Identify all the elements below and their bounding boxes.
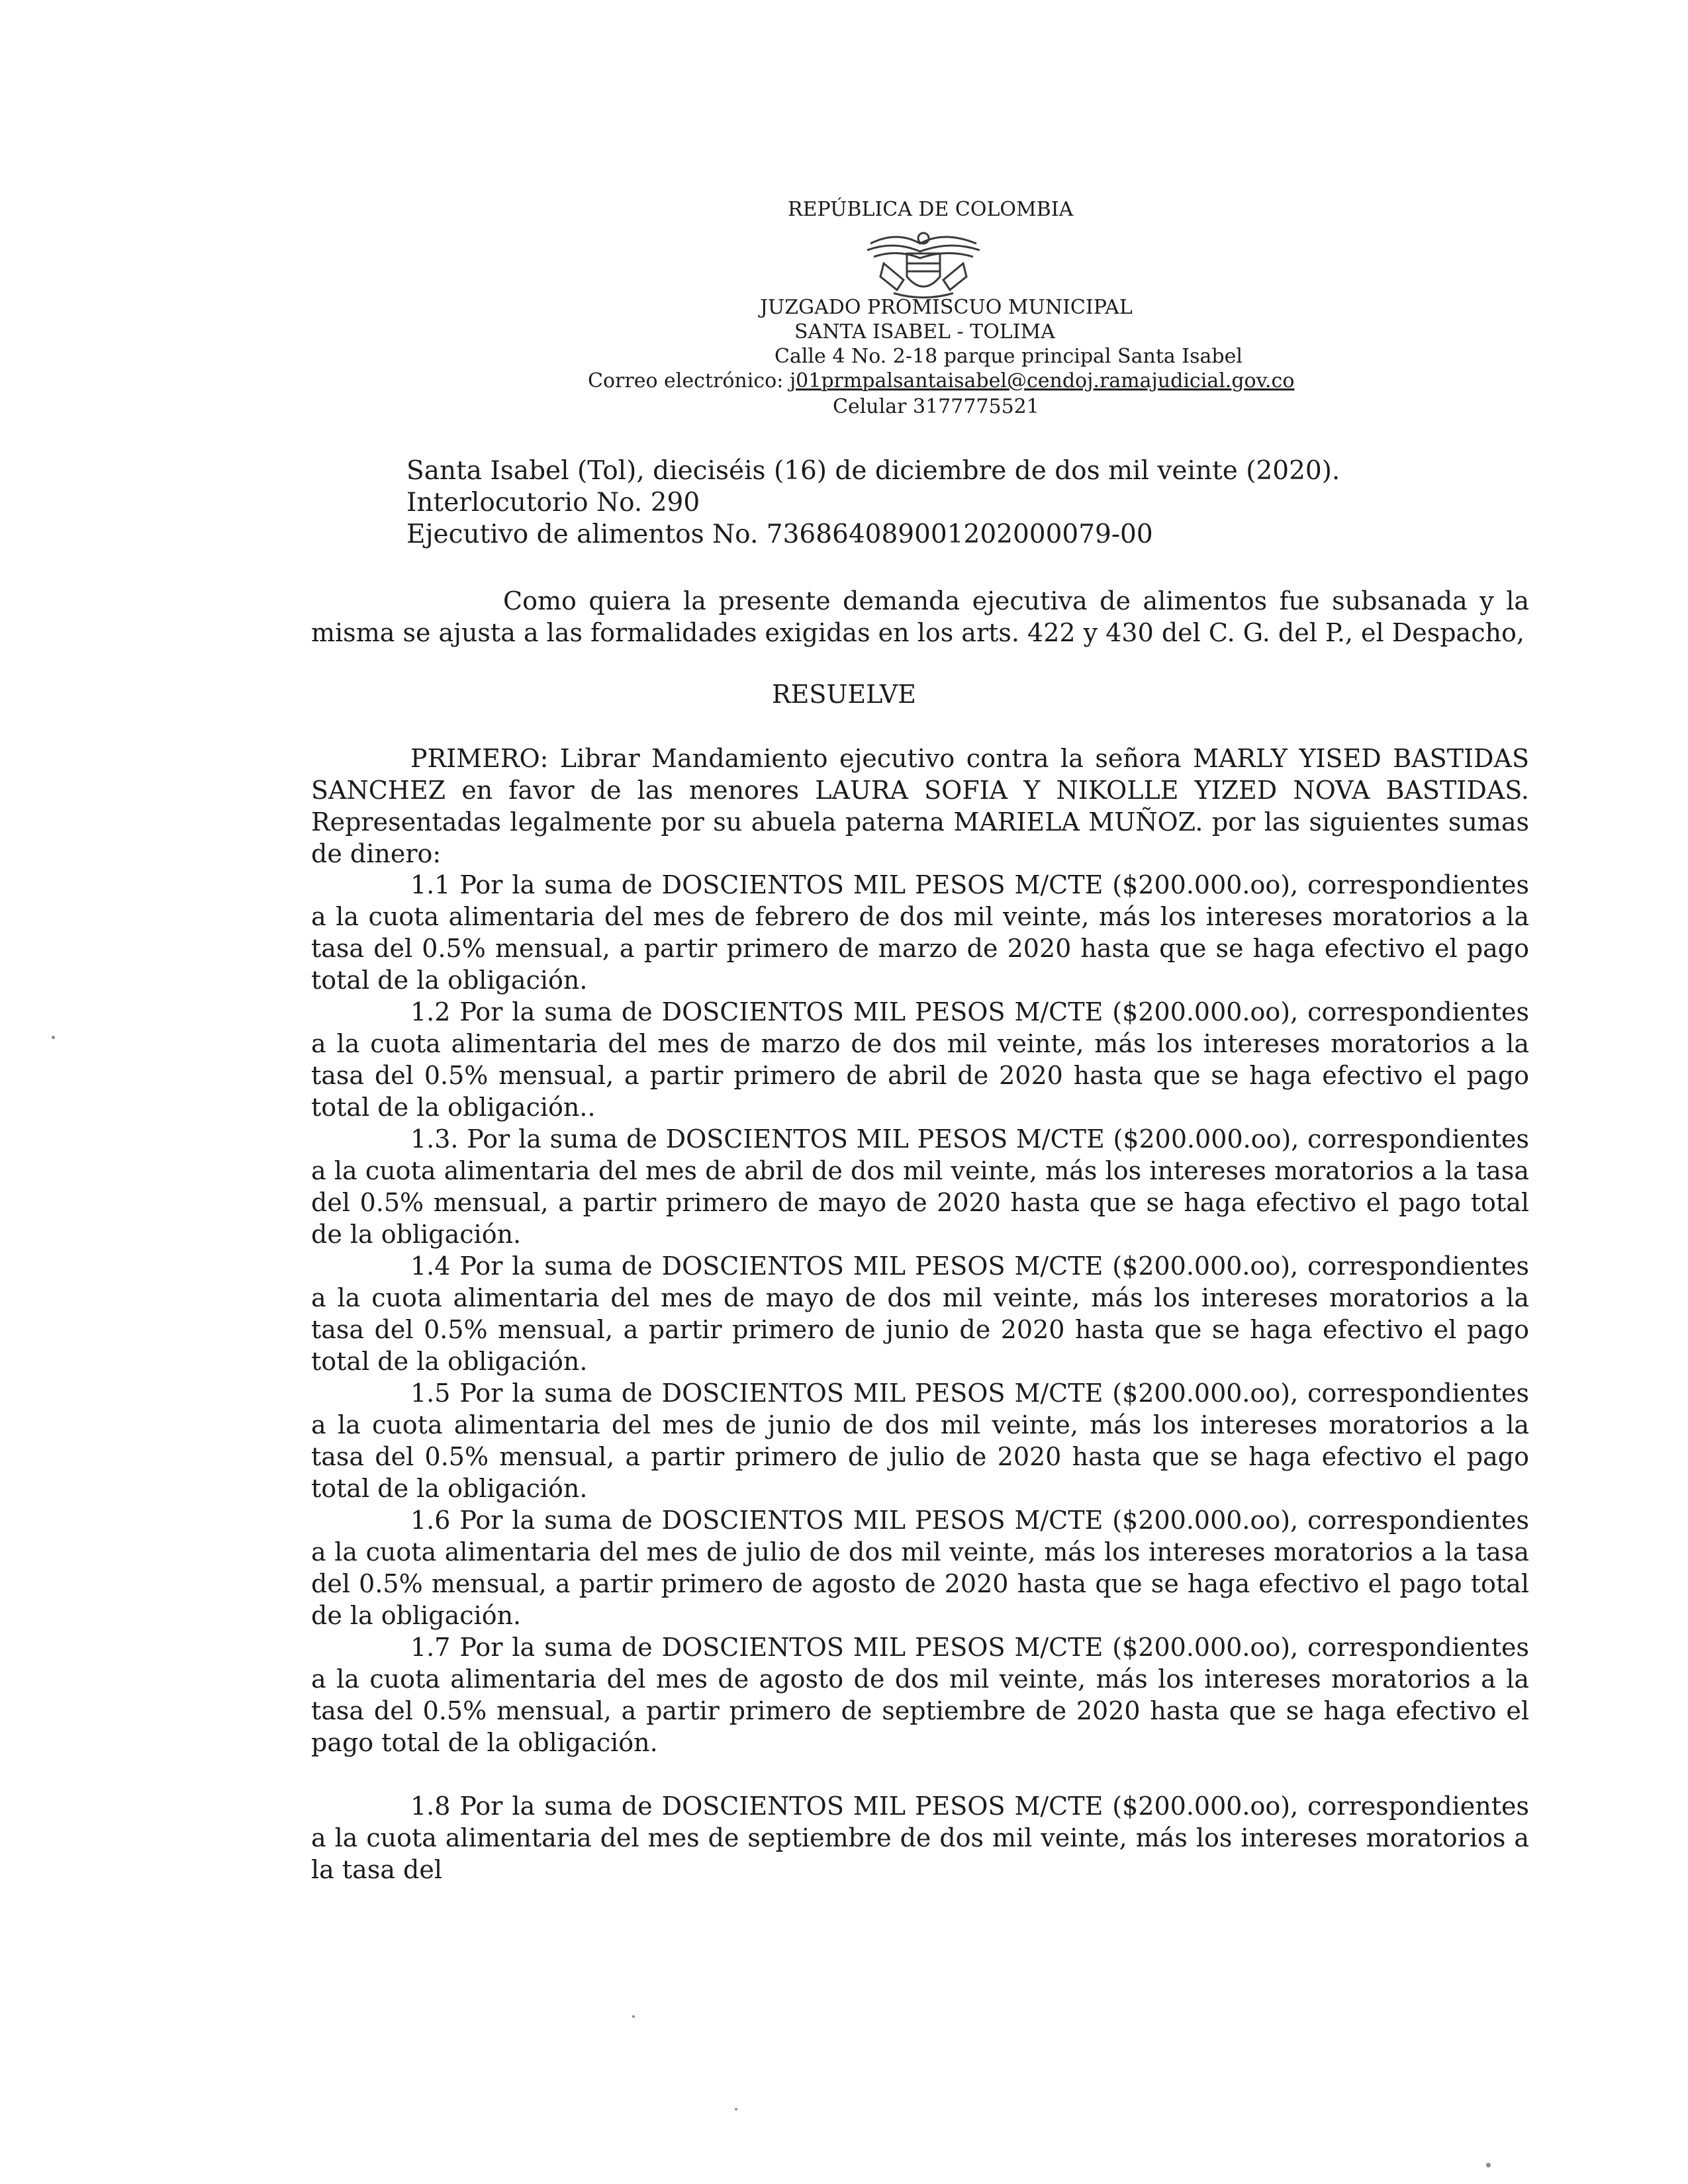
intro-text: Como quiera la presente demanda ejecutiva de alimentos fue subsanada y la misma se ajusta a las formalidades exigidas en los arts. 422 y 430 del C. G. del P., el Despacho, <box>311 586 1529 647</box>
item-1-2: 1.2 Por la suma de DOSCIENTOS MIL PESOS M/CTE ($200.000.oo), correspondientes a la cuota alimentaria del mes de marzo de dos mil veinte, más los intereses moratorios a la tasa del 0.5% mensual, a partir primero de abril de 2020 hasta que se haga efectivo el pago total de la obligación.. <box>311 997 1529 1122</box>
scan-speck <box>735 2108 737 2111</box>
scan-speck <box>1486 2163 1491 2167</box>
email-label: Correo electrónico: <box>588 369 790 392</box>
primero-paragraph <box>311 743 1529 870</box>
item-1-6: 1.6 Por la suma de DOSCIENTOS MIL PESOS M/CTE ($200.000.oo), correspondientes a la cuota alimentaria del mes de julio de dos mil veinte, más los intereses moratorios a la tasa del 0.5% mensual, a partir primero de agosto de 2020 hasta que se haga efectivo el pago total de la obligación. <box>311 1506 1529 1630</box>
header-court: JUZGADO PROMISCUO MUNICIPAL <box>760 296 1133 319</box>
scan-speck <box>52 1036 55 1039</box>
colombia-coat-of-arms-icon <box>857 224 990 302</box>
date-line: Santa Isabel (Tol), dieciséis (16) de diciembre de dos mil veinte (2020). <box>406 456 1340 486</box>
item-1-3: 1.3. Por la suma de DOSCIENTOS MIL PESOS M/CTE ($200.000.oo), correspondientes a la cuota alimentaria del mes de abril de dos mil veinte, más los intereses moratorios a la tasa del 0.5% mensual, a partir primero de mayo de 2020 hasta que se haga efectivo el pago total de la obligación. <box>311 1124 1529 1249</box>
header-country: REPÚBLICA DE COLOMBIA <box>788 198 1074 221</box>
header-address: Calle 4 No. 2-18 parque principal Santa Isabel <box>774 345 1243 368</box>
header-location: SANTA ISABEL - TOLIMA <box>794 320 1055 343</box>
case-number: Ejecutivo de alimentos No. 736864089001202000079-00 <box>406 520 1153 549</box>
item-1-8: 1.8 Por la suma de DOSCIENTOS MIL PESOS M/CTE ($200.000.oo), correspondientes a la cuota alimentaria del mes de septiembre de dos mil veinte, más los intereses moratorios a la tasa del <box>311 1792 1529 1884</box>
item-1-1: 1.1 Por la suma de DOSCIENTOS MIL PESOS M/CTE ($200.000.oo), correspondientes a la cuota alimentaria del mes de febrero de dos mil veinte, más los intereses moratorios a la tasa del 0.5% mensual, a partir primero de marzo de 2020 hasta que se haga efectivo el pago total de la obligación. <box>311 870 1529 995</box>
header-email-line <box>588 370 1294 392</box>
resolve-title: RESUELVE <box>771 680 917 709</box>
header-phone: Celular 3177775521 <box>833 395 1039 418</box>
interlocutorio-number: Interlocutorio No. 290 <box>406 488 700 518</box>
item-1-7: 1.7 Por la suma de DOSCIENTOS MIL PESOS M/CTE ($200.000.oo), correspondientes a la cuota alimentaria del mes de agosto de dos mil veinte, más los intereses moratorios a la tasa del 0.5% mensual, a partir primero de septiembre de 2020 hasta que se haga efectivo el pago total de la obligación. <box>311 1633 1529 1757</box>
item-1-5: 1.5 Por la suma de DOSCIENTOS MIL PESOS M/CTE ($200.000.oo), correspondientes a la cuota alimentaria del mes de junio de dos mil veinte, más los intereses moratorios a la tasa del 0.5% mensual, a partir primero de julio de 2020 hasta que se haga efectivo el pago total de la obligación. <box>311 1379 1529 1503</box>
intro-paragraph <box>311 585 1529 649</box>
scan-speck <box>632 2015 635 2018</box>
item-1-4: 1.4 Por la suma de DOSCIENTOS MIL PESOS M/CTE ($200.000.oo), correspondientes a la cuota alimentaria del mes de mayo de dos mil veinte, más los intereses moratorios a la tasa del 0.5% mensual, a partir primero de junio de 2020 hasta que se haga efectivo el pago total de la obligación. <box>311 1251 1529 1376</box>
primero-text: PRIMERO: Librar Mandamiento ejecutivo contra la señora MARLY YISED BASTIDAS SANCHEZ en favor de las menores LAURA SOFIA Y NIKOLLE YIZED NOVA BASTIDAS. Representadas legalmente por su abuela paterna MARIELA MUÑOZ. por las siguientes sumas de dinero: <box>311 744 1529 868</box>
email-link[interactable]: j01prmpalsantaisabel@cendoj.ramajudicial.gov.co <box>789 369 1295 392</box>
